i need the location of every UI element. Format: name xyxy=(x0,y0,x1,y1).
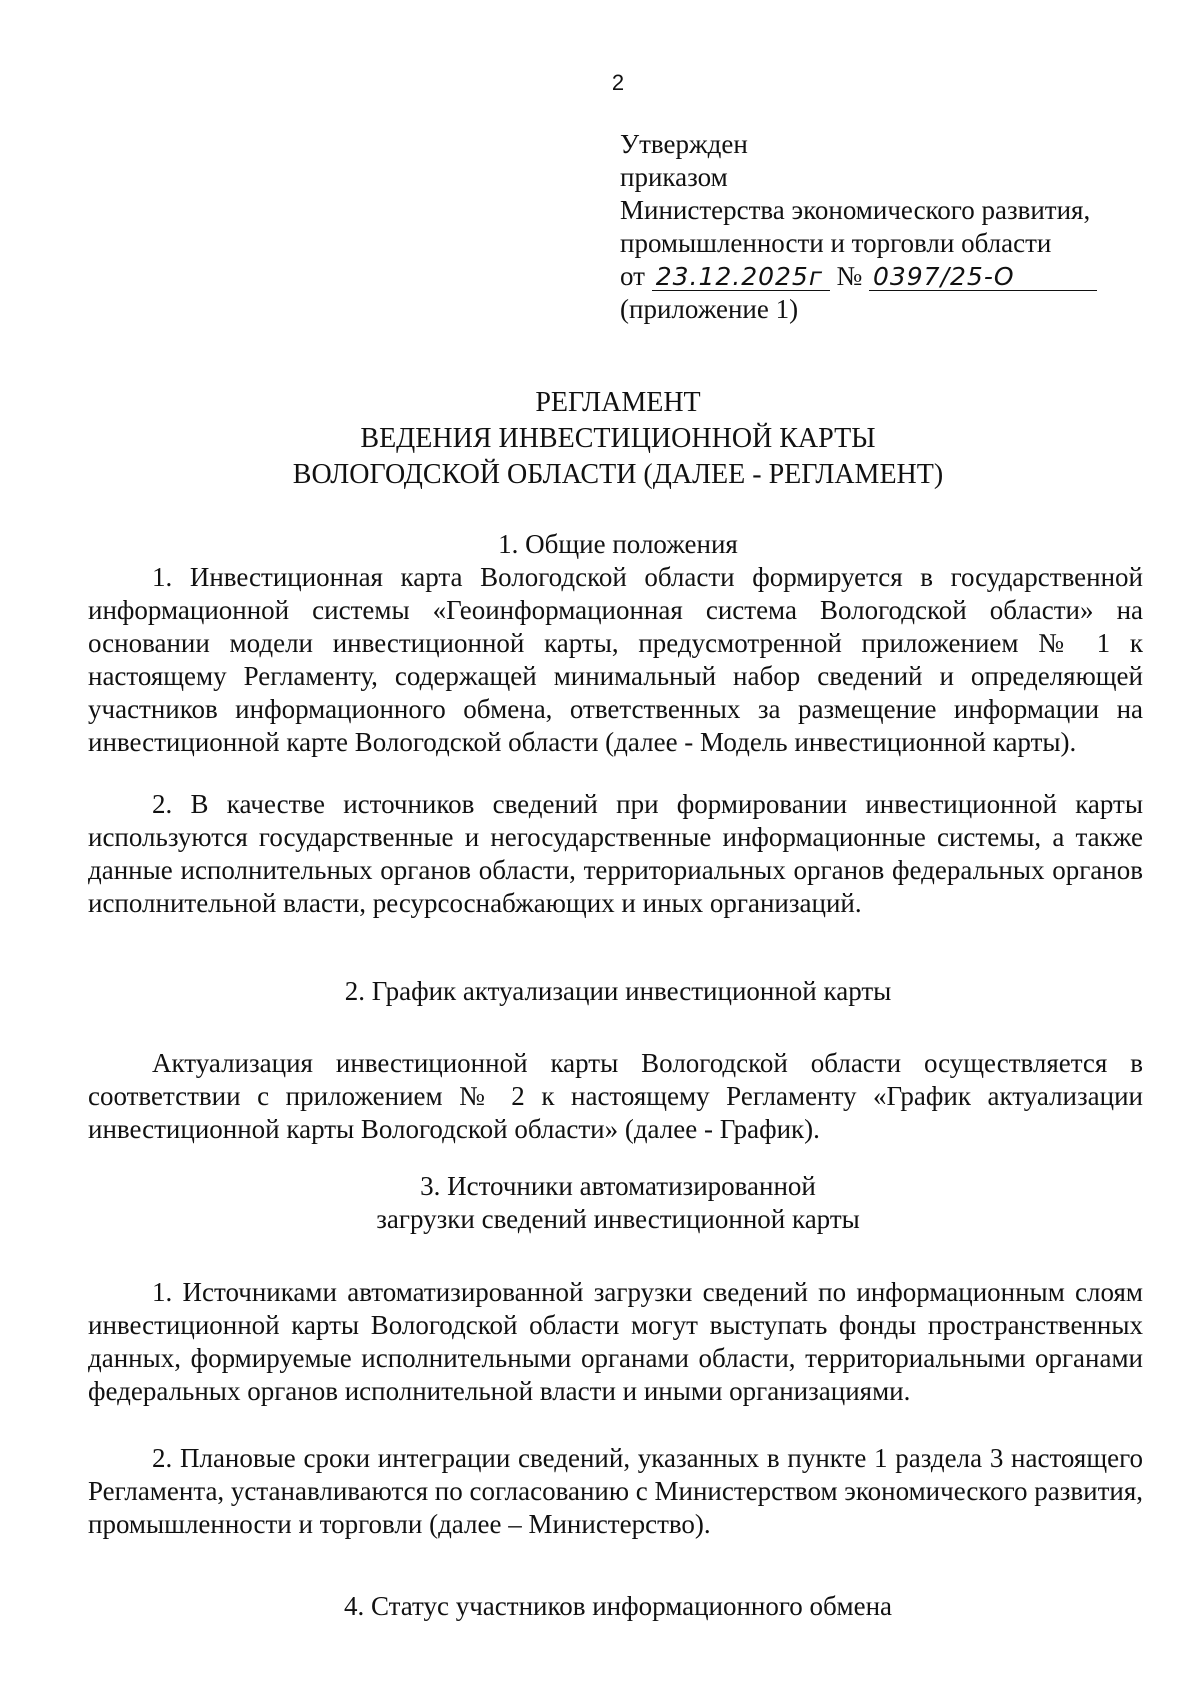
handwritten-date: 23.12.2025г xyxy=(652,264,830,291)
document-title xyxy=(0,385,1200,493)
title-line-3: ВОЛОГОДСКОЙ ОБЛАСТИ (ДАЛЕЕ - РЕГЛАМЕНТ) xyxy=(292,459,944,490)
section-2-heading: 2. График актуализации инвестиционной карты xyxy=(344,976,892,1006)
section-2-paragraph-1: Актуализация инвестиционной карты Вологодской области осуществляется в соответствии с приложением № 2 к настоящему Регламенту «График актуализации инвестиционной карты Вологодской области» (далее - График). xyxy=(88,1048,1143,1144)
section-1-paragraph-1: 1. Инвестиционная карта Вологодской области формируется в государственной информационной системы «Геоинформационная система Вологодской области» на основании модели инвестиционной карты, предусмотренной приложением № 1 к настоящему Регламенту, содержащей минимальный набор сведений и определяющей участников информационного обмена, ответственных за размещение информации на инвестиционной карте Вологодской области (далее - Модель инвестиционной карты). xyxy=(88,562,1143,757)
approval-date-line xyxy=(620,260,1140,293)
title-line-2: ВЕДЕНИЯ ИНВЕСТИЦИОННОЙ КАРТЫ xyxy=(360,423,876,454)
section-3-heading xyxy=(88,1170,1148,1236)
handwritten-number: 0397/25-О xyxy=(869,264,1097,291)
title-line-1: РЕГЛАМЕНТ xyxy=(535,387,701,418)
section-3-paragraph-2: 2. Плановые сроки интеграции сведений, указанных в пункте 1 раздела 3 настоящего Регламента, устанавливаются по согласованию с Министерством экономического развития, промышленности и торговли (далее – Министерство). xyxy=(88,1443,1143,1539)
approval-line-1: Утвержден xyxy=(620,129,748,159)
section-3-heading-line-2: загрузки сведений инвестиционной карты xyxy=(376,1204,860,1234)
approval-attachment: (приложение 1) xyxy=(620,294,799,324)
date-prefix: от xyxy=(620,261,645,291)
section-4-heading: 4. Статус участников информационного обмена xyxy=(343,1591,893,1621)
page-number: 2 xyxy=(611,70,625,95)
approval-block xyxy=(620,128,1140,326)
approval-line-3: Министерства экономического развития, xyxy=(620,195,1091,225)
approval-line-2: приказом xyxy=(620,162,728,192)
section-1-paragraph-2: 2. В качестве источников сведений при формировании инвестиционной карты используются государственные и негосударственные информационные системы, а также данные исполнительных органов области, территориальных органов федеральных органов исполнительной власти, ресурсоснабжающих и иных организаций. xyxy=(88,789,1143,918)
number-prefix: № xyxy=(836,261,863,291)
section-3-paragraph-1: 1. Источниками автоматизированной загрузки сведений по информационным слоям инвестиционной карты Вологодской области могут выступать фонды пространственных данных, формируемые исполнительными органами области, территориальными органами федеральных органов исполнительной власти и иными организациями. xyxy=(88,1277,1143,1406)
approval-line-4: промышленности и торговли области xyxy=(620,228,1052,258)
section-3-heading-line-1: 3. Источники автоматизированной xyxy=(420,1171,816,1201)
section-1-heading: 1. Общие положения xyxy=(498,529,738,559)
